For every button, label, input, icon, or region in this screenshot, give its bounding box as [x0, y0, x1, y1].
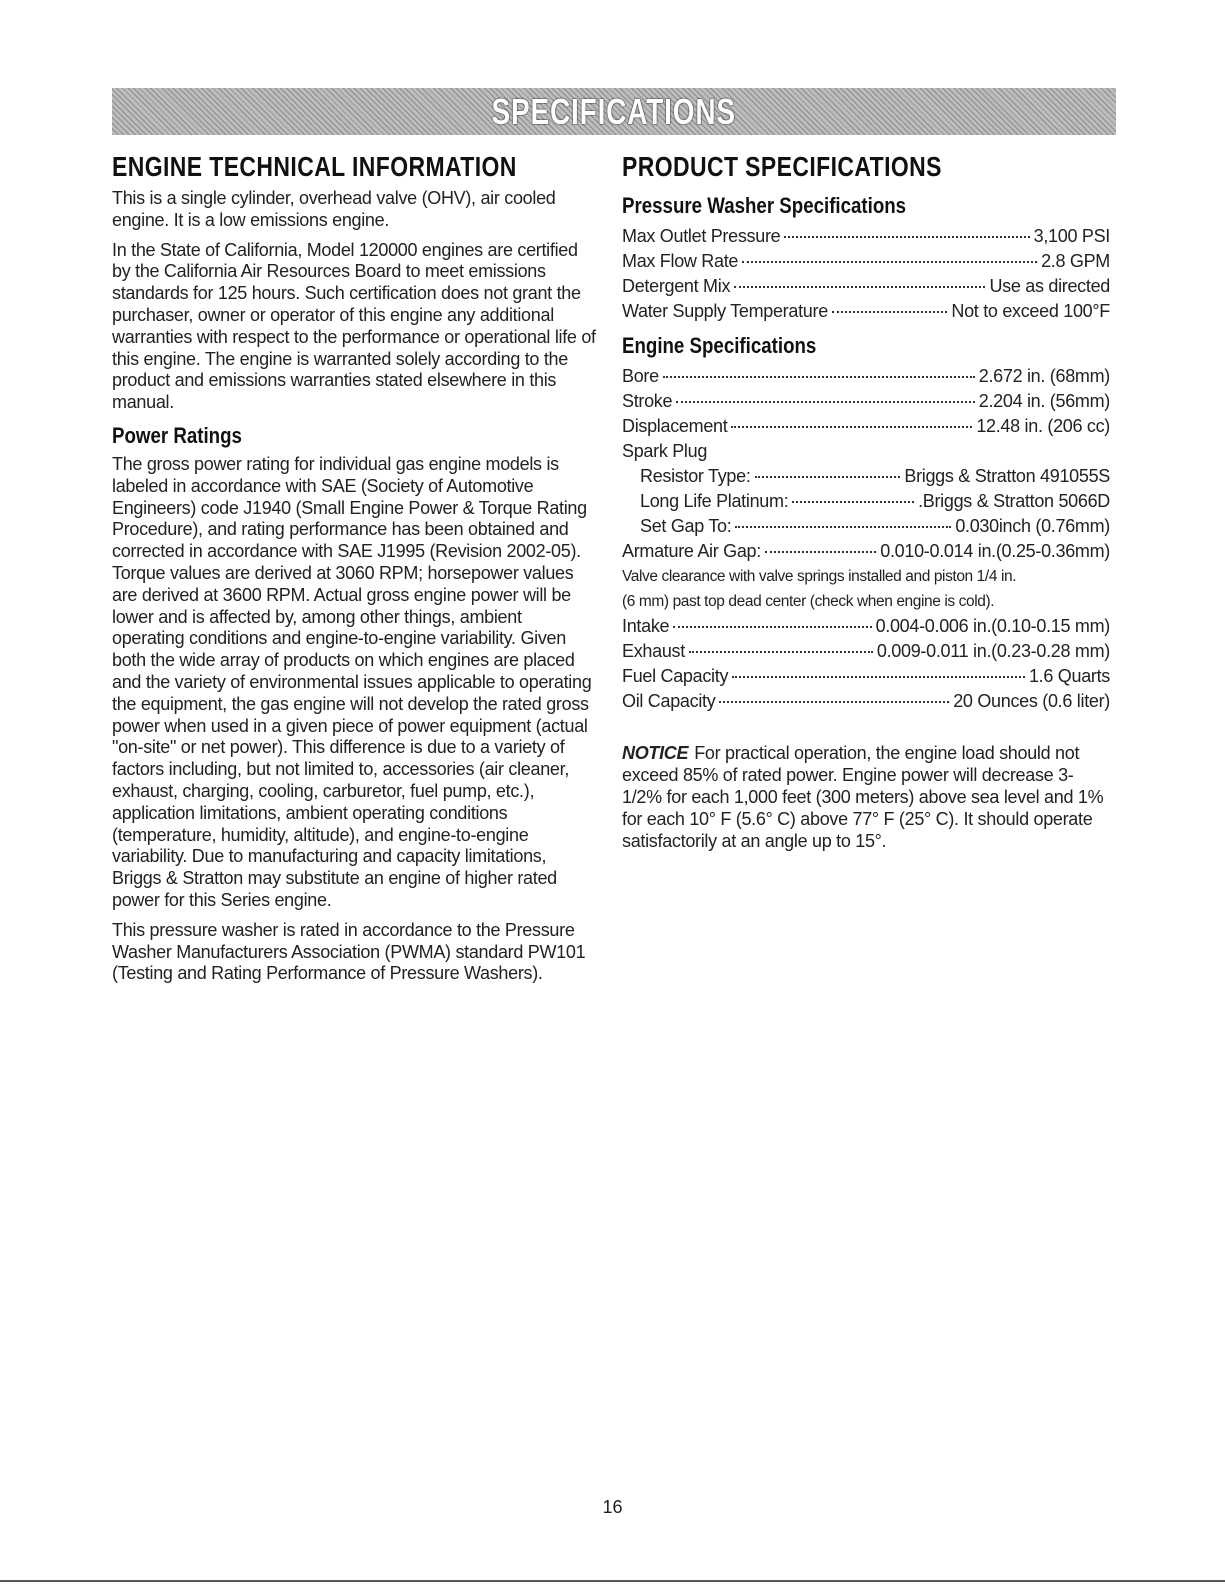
dot-leader — [719, 700, 949, 703]
spec-row-resistor — [622, 464, 1110, 489]
page-number: 16 — [602, 1497, 623, 1517]
spec-value: 2.204 in. (56mm) — [978, 391, 1110, 411]
spec-label: Armature Air Gap: — [622, 541, 761, 561]
california-paragraph: In the State of California, Model 120000 engines are certified by the California Air Resources Board to meet emissions standards for 125 hours. Such certification does not grant the purchaser, owner or operator of this engine any additional warranties with respect to the performance or operational life of this engine. The engine is warranted solely according to the product and emissions warranties stated elsewhere in this manual. — [112, 239, 596, 413]
spec-label: Intake — [622, 616, 670, 636]
spec-label: Max Flow Rate — [622, 251, 739, 271]
intro-paragraph: This is a single cylinder, overhead valve (OHV), air cooled engine. It is a low emissions engine. — [112, 188, 556, 230]
spec-label: Water Supply Temperature — [622, 301, 828, 321]
engine-spec-list — [622, 364, 1110, 714]
bottom-rule — [0, 1580, 1225, 1582]
spec-value: 0.030inch (0.76mm) — [955, 516, 1110, 536]
spec-label: Fuel Capacity — [622, 666, 729, 686]
spec-row-displacement — [622, 414, 1110, 439]
dot-leader — [663, 375, 975, 378]
spec-label: Oil Capacity — [622, 691, 716, 711]
spec-row — [622, 224, 1110, 249]
notice-paragraph — [622, 742, 1110, 852]
spec-row-armature — [622, 539, 1110, 564]
notice-text: For practical operation, the engine load should not exceed 85% of rated power. Engine power will decrease 3-1/2% for each 1,000 feet (300 meters) above sea level and 1% for each 10° F (5.6° C) above 77° F (25° C). It should operate satisfactorily at an angle up to 15°. — [622, 743, 1104, 851]
spec-row-bore — [622, 364, 1110, 389]
dot-leader — [731, 425, 972, 428]
spec-row-long-life — [622, 489, 1110, 514]
dot-leader — [832, 310, 947, 313]
dot-leader — [689, 650, 873, 653]
spec-row — [622, 249, 1110, 274]
spec-row-fuel — [622, 664, 1110, 689]
spec-value: .Briggs & Stratton 5066D — [918, 491, 1110, 511]
spec-row-oil — [622, 689, 1110, 714]
spec-row — [622, 274, 1110, 299]
valve-clearance-note: Valve clearance with valve springs installed and piston 1/4 in. — [622, 568, 1017, 585]
section-banner — [112, 88, 1116, 135]
spec-row-exhaust — [622, 639, 1110, 664]
notice-label: NOTICE — [622, 743, 689, 763]
spec-row-intake — [622, 614, 1110, 639]
dot-leader — [792, 500, 914, 503]
spark-plug-label: Spark Plug — [622, 441, 708, 461]
spec-row — [622, 299, 1110, 324]
pressure-washer-spec-list — [622, 224, 1110, 324]
dot-leader — [673, 625, 871, 628]
product-specifications-heading: PRODUCT SPECIFICATIONS — [622, 151, 942, 182]
spec-label: Resistor Type: — [640, 466, 751, 486]
dot-leader — [732, 675, 1025, 678]
spec-label: Stroke — [622, 391, 673, 411]
banner-title: SPECIFICATIONS — [491, 90, 737, 132]
spec-row-set-gap — [622, 514, 1110, 539]
spec-value: 2.8 GPM — [1041, 251, 1110, 271]
right-column — [622, 150, 1110, 852]
dot-leader — [735, 525, 951, 528]
engine-specs-heading: Engine Specifications — [622, 333, 817, 358]
spec-value: 12.48 in. (206 cc) — [976, 416, 1110, 436]
spec-value: Briggs & Stratton 491055S — [904, 466, 1110, 486]
dot-leader — [676, 400, 975, 403]
spec-value: 0.009-0.011 in.(0.23-0.28 mm) — [876, 641, 1110, 661]
spec-label: Exhaust — [622, 641, 685, 661]
valve-clearance-note: (6 mm) past top dead center (check when engine is cold). — [622, 593, 995, 610]
spec-label: Detergent Mix — [622, 276, 731, 296]
spec-value: 2.672 in. (68mm) — [978, 366, 1110, 386]
spec-label: Set Gap To: — [640, 516, 732, 536]
spec-label: Max Outlet Pressure — [622, 226, 781, 246]
pwma-paragraph: This pressure washer is rated in accordance to the Pressure Washer Manufacturers Association (PWMA) standard PW101 (Testing and Rating Performance of Pressure Washers). — [112, 919, 586, 984]
dot-leader — [734, 285, 985, 288]
pressure-washer-specs-heading: Pressure Washer Specifications — [622, 193, 907, 218]
spec-value: 1.6 Quarts — [1028, 666, 1110, 686]
spec-row-stroke — [622, 389, 1110, 414]
dot-leader — [784, 235, 1029, 238]
spec-label: Bore — [622, 366, 659, 386]
spec-value: 20 Ounces (0.6 liter) — [953, 691, 1110, 711]
dot-leader — [755, 475, 901, 478]
spec-label: Displacement — [622, 416, 728, 436]
dot-leader — [742, 260, 1037, 263]
power-ratings-paragraph: The gross power rating for individual gas engine models is labeled in accordance with SAE (Society of Automotive Engineers) code J1940 (Small Engine Power & Torque Rating Procedure), and rating performance has been obtained and corrected in accordance with SAE J1995 (Revision 2002-05). Torque values are derived at 3060 RPM; horsepower values are derived at 3600 RPM. Actual gross engine power will be lower and is affected by, among other things, ambient operating conditions and engine-to-engine variability. Given both the wide array of products on which engines are placed and the variety of environmental issues applicable to operating the equipment, the gas engine will not develop the rated gross power when used in a given piece of power equipment (actual "on-site" or net power). This difference is due to a variety of factors including, but not limited to, accessories (air cleaner, exhaust, charging, cooling, carburetor, fuel pump, etc.), application limitations, ambient operating conditions (temperature, humidity, altitude), and engine-to-engine variability. Due to manufacturing and capacity limitations, Briggs & Stratton may substitute an engine of higher rated power for this Series engine. — [112, 453, 592, 910]
engine-technical-heading: ENGINE TECHNICAL INFORMATION — [112, 151, 517, 182]
spec-value: 3,100 PSI — [1033, 226, 1110, 246]
left-column — [112, 150, 598, 993]
spec-value: 0.010-0.014 in.(0.25-0.36mm) — [880, 541, 1110, 561]
spec-label: Long Life Platinum: — [640, 491, 789, 511]
dot-leader — [765, 550, 876, 553]
spec-value: 0.004-0.006 in.(0.10-0.15 mm) — [875, 616, 1110, 636]
power-ratings-heading: Power Ratings — [112, 422, 242, 448]
spec-value: Use as directed — [989, 276, 1110, 296]
spec-value: Not to exceed 100°F — [951, 301, 1110, 321]
